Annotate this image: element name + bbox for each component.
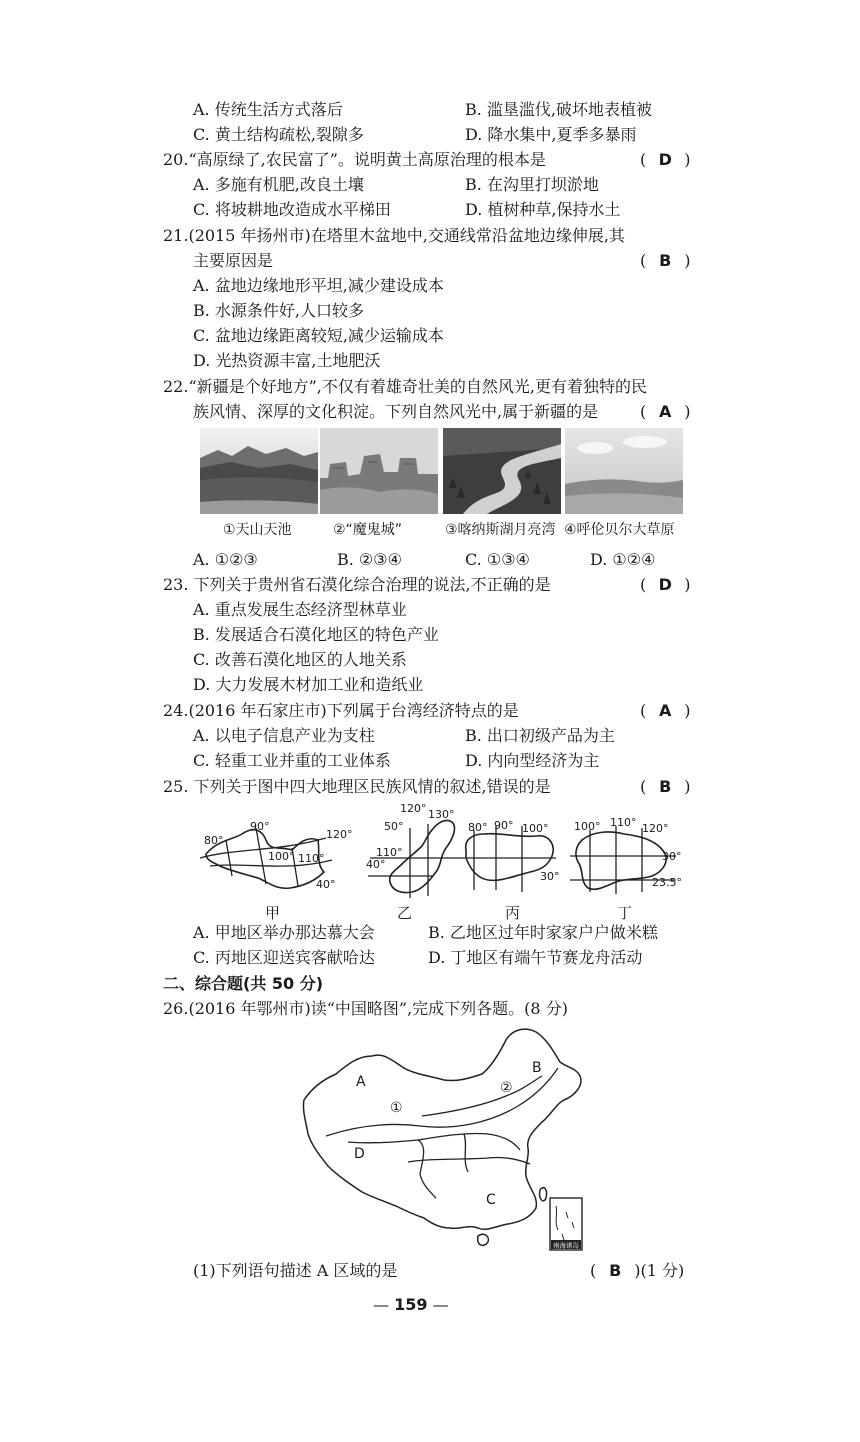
bing-label-30: 30° xyxy=(540,870,560,883)
region-label-yi: 乙 xyxy=(397,904,413,922)
q26-sub1-answer: B xyxy=(609,1261,622,1280)
q22-stem-line2: 族风情、深厚的文化积淀。下列自然风光中,属于新疆的是 xyxy=(193,402,599,421)
q20-stem: 20.“高原绿了,农民富了”。说明黄土高原治理的根本是 xyxy=(163,150,546,169)
q23-option-c: C. 改善石漠化地区的人地关系 xyxy=(193,650,407,669)
q24-option-d: D. 内向型经济为主 xyxy=(465,751,600,770)
four-regions-figure xyxy=(196,800,696,904)
q25-option-d: D. 丁地区有端午节赛龙舟活动 xyxy=(428,948,643,967)
q20-answer-bracket: ( D ) xyxy=(640,150,691,169)
q26-sub1-score: (1 分) xyxy=(640,1261,685,1280)
q25-stem: 25. 下列关于图中四大地理区民族风情的叙述,错误的是 xyxy=(163,777,551,796)
q25-option-a: A. 甲地区举办那达慕大会 xyxy=(193,923,375,942)
jia-label-40: 40° xyxy=(316,878,336,891)
q25-answer-bracket: ( B ) xyxy=(640,777,691,796)
q22-option-a: A. ①②③ xyxy=(193,550,258,569)
bing-label-90: 90° xyxy=(494,819,514,832)
map-label-2: ② xyxy=(500,1080,513,1096)
page-number-dash-left: — xyxy=(373,1295,395,1314)
tianchi-photo xyxy=(200,428,318,514)
q26-sub1-answer-bracket: ( B )(1 分) xyxy=(590,1261,685,1280)
q22-option-c: C. ①③④ xyxy=(465,550,530,569)
q24-answer-bracket: ( A ) xyxy=(640,701,691,720)
jia-label-120: 120° xyxy=(326,828,353,841)
q24-option-c: C. 轻重工业并重的工业体系 xyxy=(193,751,391,770)
ding-label-23-5: 23.5° xyxy=(652,876,682,889)
q20-option-b: B. 在沟里打坝淤地 xyxy=(465,175,599,194)
china-map xyxy=(292,1022,592,1258)
caption-1: ①天山天池 xyxy=(223,522,292,538)
q25-option-c: C. 丙地区迎送宾客献哈达 xyxy=(193,948,375,967)
mogui-city-photo xyxy=(320,428,438,514)
q21-answer: B xyxy=(659,251,672,270)
q21-stem-line1: 21.(2015 年扬州市)在塔里木盆地中,交通线常沿盆地边缘伸展,其 xyxy=(163,226,625,245)
q22-answer: A xyxy=(659,402,672,421)
section-2-title: 二、综合题(共 50 分) xyxy=(163,974,324,993)
q19-option-d: D. 降水集中,夏季多暴雨 xyxy=(465,125,637,144)
q26-stem: 26.(2016 年鄂州市)读“中国略图”,完成下列各题。(8 分) xyxy=(163,999,568,1018)
map-label-1: ① xyxy=(390,1100,403,1116)
taiwan-island xyxy=(540,1188,547,1201)
q23-answer: D xyxy=(658,575,672,594)
jia-label-90: 90° xyxy=(250,820,270,833)
q25-answer: B xyxy=(659,777,672,796)
q25-option-b: B. 乙地区过年时家家户户做米糕 xyxy=(428,923,658,942)
q19-option-c: C. 黄土结构疏松,裂隙多 xyxy=(193,125,364,144)
q22-option-b: B. ②③④ xyxy=(337,550,402,569)
bing-label-80: 80° xyxy=(468,821,488,834)
ding-label-120: 120° xyxy=(642,822,669,835)
q19-option-b: B. 滥垦滥伐,破坏地表植被 xyxy=(465,100,653,119)
q26-sub1: (1)下列语句描述 A 区域的是 xyxy=(193,1261,398,1280)
page-number-dash-right: — xyxy=(427,1295,449,1314)
caption-3: ③喀纳斯湖月亮湾 xyxy=(445,522,556,538)
kanas-photo xyxy=(443,428,561,514)
q23-option-b: B. 发展适合石漠化地区的特色产业 xyxy=(193,625,439,644)
jia-label-100: 100° xyxy=(268,850,295,863)
q19-option-a: A. 传统生活方式落后 xyxy=(193,100,343,119)
q22-option-d: D. ①②④ xyxy=(590,550,656,569)
q23-option-a: A. 重点发展生态经济型林草业 xyxy=(193,600,407,619)
q20-option-d: D. 植树种草,保持水土 xyxy=(465,200,621,219)
yi-label-40: 40° xyxy=(366,858,386,871)
region-label-ding: 丁 xyxy=(617,904,633,922)
q21-option-b: B. 水源条件好,人口较多 xyxy=(193,301,365,320)
q24-option-a: A. 以电子信息产业为支柱 xyxy=(193,726,375,745)
q23-stem: 23. 下列关于贵州省石漠化综合治理的说法,不正确的是 xyxy=(163,575,551,594)
ding-label-30: 30° xyxy=(662,850,682,863)
region-label-bing: 丙 xyxy=(505,904,521,922)
q22-answer-bracket: ( A ) xyxy=(640,402,691,421)
ding-label-100: 100° xyxy=(574,820,601,833)
caption-4: ④呼伦贝尔大草原 xyxy=(564,522,675,538)
jia-label-110: 110° xyxy=(298,852,325,865)
line-2 xyxy=(422,1076,542,1116)
map-label-d: D xyxy=(354,1146,365,1162)
yi-label-50: 50° xyxy=(384,820,404,833)
page-number-row xyxy=(373,1294,449,1316)
q20-answer: D xyxy=(658,150,672,169)
q21-stem-line2: 主要原因是 xyxy=(193,251,274,270)
bing-label-100: 100° xyxy=(522,822,549,835)
hulunbuir-photo xyxy=(565,428,683,514)
map-label-b: B xyxy=(532,1060,542,1076)
jia-label-80: 80° xyxy=(204,834,224,847)
map-label-c: C xyxy=(486,1192,496,1208)
map-label-a: A xyxy=(356,1074,366,1090)
page-number: 159 xyxy=(394,1295,428,1314)
q22-stem-line1: 22.“新疆是个好地方”,不仅有着雄奇壮美的自然风光,更有着独特的民 xyxy=(163,377,647,396)
inset-label: 南海诸岛 xyxy=(553,1241,579,1250)
caption-2: ②“魔鬼城” xyxy=(333,522,403,538)
ding-label-110: 110° xyxy=(610,816,637,829)
q24-stem: 24.(2016 年石家庄市)下列属于台湾经济特点的是 xyxy=(163,701,519,720)
q24-option-b: B. 出口初级产品为主 xyxy=(465,726,615,745)
q23-option-d: D. 大力发展木材加工业和造纸业 xyxy=(193,675,424,694)
hainan-island xyxy=(478,1234,489,1245)
q20-option-a: A. 多施有机肥,改良土壤 xyxy=(193,175,364,194)
q23-answer-bracket: ( D ) xyxy=(640,575,691,594)
q21-answer-bracket: ( B ) xyxy=(640,251,691,270)
q21-option-a: A. 盆地边缘地形平坦,减少建设成本 xyxy=(193,276,444,295)
south-china-sea-inset xyxy=(550,1198,582,1250)
q21-option-c: C. 盆地边缘距离较短,减少运输成本 xyxy=(193,326,444,345)
q21-option-d: D. 光热资源丰富,土地肥沃 xyxy=(193,351,381,370)
yi-label-120: 120° xyxy=(400,802,427,815)
q24-answer: A xyxy=(659,701,672,720)
q20-option-c: C. 将坡耕地改造成水平梯田 xyxy=(193,200,391,219)
yi-label-130: 130° xyxy=(428,808,455,821)
region-label-jia: 甲 xyxy=(265,904,281,922)
yi-label-110: 110° xyxy=(376,846,403,859)
